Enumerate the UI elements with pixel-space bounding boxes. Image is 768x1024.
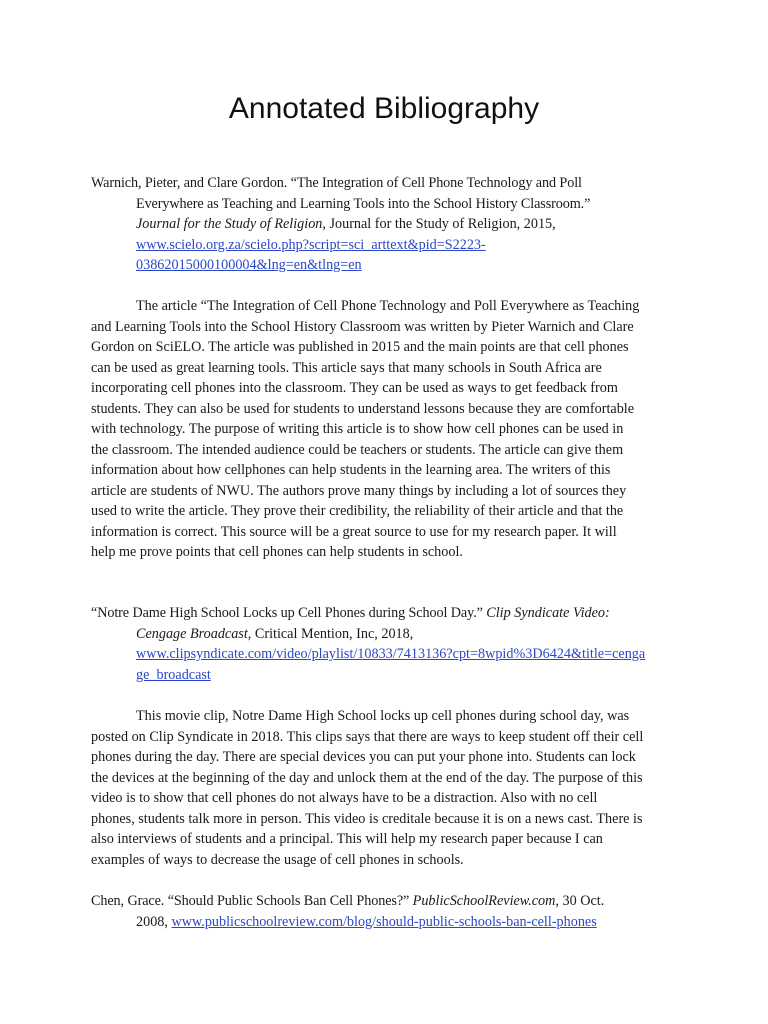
- journal-details: , Journal for the Study of Religion, 2015,: [322, 216, 556, 232]
- citation-line: [91, 603, 711, 624]
- publicschoolreview-link[interactable]: www.publicschoolreview.com/blog/should-public-schools-ban-cell-phones: [171, 913, 597, 930]
- clipsyndicate-link-continued[interactable]: ge_broadcast: [136, 666, 211, 683]
- citation-url-line: [91, 665, 711, 686]
- citation-chen: [91, 891, 711, 932]
- publication-year: 2008,: [136, 913, 172, 930]
- annotation-line: information is correct. This source will be a great source to use for my research paper. It will: [91, 523, 617, 540]
- citation-url-line: [91, 235, 711, 256]
- clip-title: “Notre Dame High School Locks up Cell Phones during School Day.”: [91, 605, 487, 621]
- annotation-line: examples of ways to decrease the usage of cell phones in schools.: [91, 851, 464, 868]
- clipsyndicate-link[interactable]: www.clipsyndicate.com/video/playlist/10833/7413136?cpt=8wpid%3D6424&title=cenga: [136, 646, 646, 662]
- citation-url-line: [91, 644, 711, 665]
- citation-warnich: [91, 173, 711, 276]
- annotation-line: the classroom. The intended audience could be teachers or students. The article can give them: [91, 441, 624, 458]
- annotation-warnich: [91, 296, 681, 563]
- source-details: , Critical Mention, Inc, 2018,: [247, 625, 414, 642]
- citation-url-line: [91, 255, 711, 276]
- annotation-line: can be used as great learning tools. This article says that many schools in South Africa are: [91, 359, 602, 376]
- citation-line: Everywhere as Teaching and Learning Tools into the School History Classroom.”: [136, 195, 591, 212]
- annotation-line: article are students of NWU. The authors prove many things by including a lot of sources they: [91, 482, 627, 499]
- journal-title: Journal for the Study of Religion: [136, 216, 323, 232]
- citation-notre-dame: [91, 603, 711, 685]
- source-title-continued: Cengage Broadcast: [136, 625, 248, 642]
- citation-line: [91, 891, 711, 912]
- annotation-line: Gordon on SciELO. The article was published in 2015 and the main points are that cell phones: [91, 339, 629, 355]
- annotation-line: incorporating cell phones into the classroom. They can be used as ways to get feedback from: [91, 380, 618, 396]
- citation-line: [91, 624, 711, 645]
- publication-date: , 30 Oct.: [555, 893, 605, 909]
- citation-journal-line: [91, 214, 711, 235]
- scielo-link-continued[interactable]: 03862015000100004&lng=en&tlng=en: [136, 257, 362, 273]
- annotation-line: the devices at the beginning of the day and unlock them at the end of the day. The purpose of this: [91, 769, 643, 786]
- annotation-line: posted on Clip Syndicate in 2018. This clips says that there are ways to keep student off their cell: [91, 728, 644, 745]
- annotation-line: and Learning Tools into the School History Classroom was written by Pieter Warnich and Clare: [91, 318, 634, 335]
- source-title: Clip Syndicate Video:: [486, 605, 610, 621]
- annotation-line: phones during the day. There are special devices you can put your phone into. Students can lock: [91, 749, 636, 765]
- scielo-link[interactable]: www.scielo.org.za/scielo.php?script=sci_arttext&pid=S2223-: [136, 236, 486, 253]
- citation-url-line: [91, 912, 711, 933]
- article-title: Chen, Grace. “Should Public Schools Ban Cell Phones?”: [91, 893, 413, 909]
- annotation-line: This movie clip, Notre Dame High School locks up cell phones during school day, was: [136, 708, 630, 724]
- annotation-line: students. They can also be used for students to understand lessons because they are comfortable: [91, 400, 635, 417]
- annotation-line: information about how cellphones can help students in the learning area. The writers of this: [91, 462, 611, 478]
- annotation-line: phones, students talk more in person. This video is creditale because it is on a news cast. There is: [91, 810, 643, 827]
- citation-line: Warnich, Pieter, and Clare Gordon. “The Integration of Cell Phone Technology and Poll: [91, 175, 582, 191]
- document-title: Annotated Bibliography: [228, 92, 540, 125]
- annotation-line: help me prove points that cell phones can help students in school.: [91, 544, 463, 560]
- annotation-line: also interviews of students and a principal. This will help my research paper because I can: [91, 831, 603, 847]
- annotation-line: with technology. The purpose of writing this article is to show how cell phones can be used in: [91, 421, 624, 437]
- website-title: PublicSchoolReview.com: [412, 893, 556, 909]
- annotation-notre-dame: [91, 706, 681, 870]
- annotation-line: The article “The Integration of Cell Phone Technology and Poll Everywhere as Teaching: [136, 298, 640, 314]
- annotation-line: used to write the article. They prove their credibility, the reliability of their article and that the: [91, 503, 624, 519]
- annotation-line: video is to show that cell phones do not always have to be a distraction. Also with no cell: [91, 790, 598, 806]
